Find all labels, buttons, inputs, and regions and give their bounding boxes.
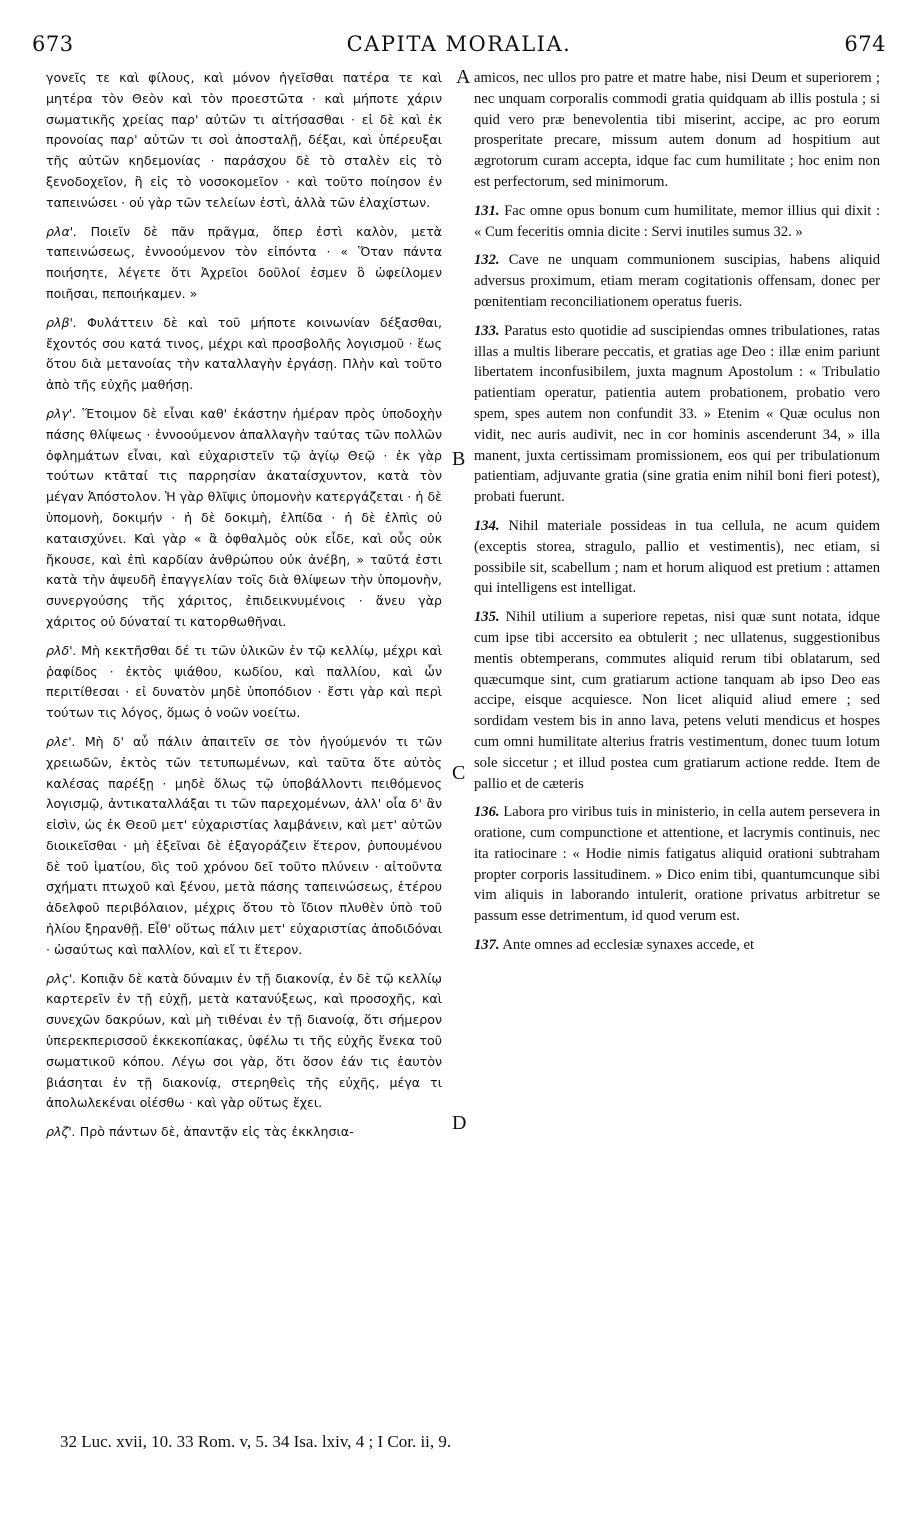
- greek-paragraph-133: [46, 404, 442, 633]
- section-marker-b: B: [452, 448, 466, 470]
- greek-chapter-number: ρλζ'.: [46, 1124, 76, 1140]
- page-header: [28, 28, 890, 62]
- greek-chapter-number: ρλβ'.: [46, 314, 77, 330]
- running-title: CAPITA MORALIA.: [346, 32, 572, 56]
- latin-chapter-number: 135.: [474, 609, 500, 626]
- greek-text: Πρὸ πάντων δὲ, ἀπαντᾷν εἰς τὰς ἐκκλησια-: [79, 1124, 354, 1140]
- latin-paragraph-135: [474, 607, 880, 794]
- latin-paragraph-137: [474, 935, 880, 956]
- greek-chapter-number: ρλδ'.: [46, 642, 77, 658]
- latin-text: Nihil utilium a superiore repetas, nisi quæ sunt notata, idque cum ipse tibi accersito ea obtulerit ; nec ullatenus, suggestionibus mentis obtemperans, commutes aliquid rerum tibi oblatarum, sed quæcumque sint, cum gratiarum actione tanquam ab ipso Deo eas accipe, eisque acquiesce. Non licet aliquid aliud emere ; sed sordidam vestem bis in anno lava, petens veluti mendicus et hospes cum omni humilitate alterius fratris vestimentum, donec tuum lotum sole siccetur ; et illud postea cum gratiarum actione redde. Item de pallio et de cæteris: [474, 609, 880, 792]
- latin-chapter-number: 133.: [474, 322, 500, 339]
- section-marker-c: C: [452, 762, 466, 784]
- greek-paragraph-132: [46, 313, 442, 396]
- greek-text: Ποιεῖν δὲ πᾶν πρᾶγμα, ὅπερ ἐστὶ καλὸν, μετὰ ταπεινώσεως, ἐννοούμενον τὸν εἰπόντα · « Ὅταν πάντα ποιήσητε, λέγετε ὅτι Ἀχρεῖοι δοῦλοί ἐσμεν ὃ ὠφείλομεν ποιῆσαι, πεποιήκαμεν. »: [46, 223, 442, 301]
- greek-text: Κοπιᾷν δὲ κατὰ δύναμιν ἐν τῇ διακονίᾳ, ἐν δὲ τῷ κελλίῳ καρτερεῖν ἐν τῇ εὐχῇ, μετὰ κατανύξεως, καὶ προσοχῆς, καὶ συνεχῶν δακρύων, καὶ μὴ τιθέναι ἐν τῇ διανοίᾳ, ὅτι σήμερον ὑπερεκπερισσοῦ ἐκκεκοπίακας, ὑφέλω τι τῆς εὐχῆς ἕνεκα τοῦ σωματικοῦ κόπου. Λέγω σοι γὰρ, ὅτι ὅσον ἐάν τις ἑαυτὸν βιάσηται ἐν τῇ διακονίᾳ, στερηθεὶς τῆς εὐχῆς, μέγα τι ἀπολωλεκέναι οἰέσθω · καὶ γὰρ οὕτως ἔχει.: [46, 970, 442, 1111]
- latin-text: Labora pro viribus tuis in ministerio, in cella autem persevera in oratione, cum compunctione et attentione, et lacrymis continuis, nec ita ratiocinare : « Hodie nimis fatigatus aliquid orationi subtraham propter corporis lassitudinem. » Dico enim tibi, quantumcunque sibi vim aliquis in laborando intulerit, oratione privatus arbitretur se passum esse detrimentum, id quod verum est.: [474, 804, 880, 925]
- latin-chapter-number: 136.: [474, 804, 500, 821]
- section-marker-a: A: [456, 66, 471, 88]
- greek-text: Μὴ δ' αὖ πάλιν ἀπαιτεῖν σε τὸν ἡγούμενόν τι τῶν χρειωδῶν, ἐκτὸς τῶν τετυπωμένων, καὶ ταῦτα ὅτε αὐτὸς καλέσας παρέξῃ · μηδὲ ὅλως τῷ ὑποβάλλοντι πειθόμενος λογισμῷ, ἀντικαταλλάξαι τι τῶν παρεχομένων, ἀλλ' οἷα δ' ἂν εἰσὶν, ὡς ἐκ Θεοῦ μετ' εὐχαριστίας λαμβάνειν, καὶ μετ' αὐτῶν διοικεῖσθαι · μὴ ἐξεῖναι δὲ ἐξαγοράζειν ἕτερον, ῥυπουμένου δὲ τοῦ ἱματίου, δὶς τοῦ χρόνου δεῖ τοῦτο πλύνειν · αἰτοῦντα σχήματι πτωχοῦ καὶ ξένου, μετὰ πάσης ταπεινώσεως, ἑτέρου ἀδελφοῦ περιβόλαιον, μέχρις ὅτου τὸ ἴδιον πλυθὲν ὑπὸ τοῦ ἡλίου ξηρανθῇ. Εἶθ' οὕτως πάλιν μετ' εὐχαριστίας ἀποδιδόναι · ὡσαύτως καὶ παλλίον, καὶ εἴ τι ἕτερον.: [46, 733, 442, 957]
- latin-chapter-number: 131.: [474, 202, 500, 219]
- greek-column: [46, 68, 442, 1151]
- greek-chapter-number: ρλε'.: [46, 733, 76, 749]
- greek-chapter-number: ρλς'.: [46, 970, 77, 986]
- greek-paragraph-136: [46, 969, 442, 1115]
- greek-paragraph-135: [46, 732, 442, 961]
- greek-paragraph-137: [46, 1122, 442, 1143]
- latin-text: Ante omnes ad ecclesiæ synaxes accede, et: [502, 937, 755, 954]
- latin-paragraph-131: [474, 201, 880, 243]
- greek-text: Φυλάττειν δὲ καὶ τοῦ μήποτε κοινωνίαν δέξασθαι, ἔχοντός σου κατά τινος, μέχρι καὶ προσβολῆς λογισμοῦ · ἕως ὅτου διὰ μετανοίας τὴν καταλλαγὴν ἐργάσῃ. Πλὴν καὶ τοῦτο ἀπὸ τῆς εὐχῆς μαθήσῃ.: [46, 314, 442, 393]
- latin-text: Paratus esto quotidie ad suscipiendas omnes tribulationes, ratas illas a multis liberare peccatis, et gratias age Deo : illæ enim pariunt libertatem inconfusibilem, juxta magnum Apostolum : « Tribulatio patientiam operatur, patientia autem probationem, probatio vero spem, spes autem non confundit 33. » Etenim « Quæ oculus non vidit, nec auris audivit, nec in cor hominis ascenderunt 34, » illa manent, juxta certissimam promissionem, eos qui per tribulationum patientiam, adjuvante gratia (sine gratia enim nihil boni fieri potest), probati fuerunt.: [474, 322, 880, 506]
- greek-paragraph-130-cont: γονεῖς τε καὶ φίλους, καὶ μόνον ἡγεῖσθαι πατέρα τε καὶ μητέρα τὸν Θεὸν καὶ τὸν προεστῶτα · καὶ μήποτε χάριν σωματικῆς χρείας παρ' αὐτῶν τι αἰτήσασθαι · εἰ δὲ καὶ ἐκ προνοίας παρ' αὐτῶν τι σοὶ ἀποσταλῇ, δέξαι, καὶ ὑπέρευξαι τῆς αὐτῶν κηδεμονίας · παράσχου δὲ τὸ σταλὲν εἰς τὸ ξενοδοχεῖον, ἢ εἰς τὸ νοσοκομεῖον · καὶ τοῦτο ποίησον ἐν ταπεινώσει · οὐ γὰρ τῶν τελείων ἐστὶ, ἀλλὰ τῶν ἐλαχίστων.: [46, 70, 442, 210]
- latin-paragraph-132: [474, 250, 880, 312]
- latin-chapter-number: 134.: [474, 517, 500, 534]
- latin-chapter-number: 137.: [474, 937, 500, 954]
- section-marker-d: D: [452, 1112, 467, 1134]
- right-page-number: 674: [844, 32, 886, 56]
- latin-text: Cave ne unquam communionem suscipias, habens aliquid adversus proximum, etiam meram cogitationis offensam, donec per pœnitentiam reconciliationem operatus fueris.: [474, 252, 880, 310]
- latin-paragraph-136: [474, 802, 880, 927]
- latin-paragraph-130-cont: amicos, nec ullos pro patre et matre habe, nisi Deum et superiorem ; nec unquam corporalis commodi gratia quidquam ab illis postula ; si quid vero præ benevolentia tibi miserint, accipe, ac pro eorum prosperitate precare, missum autem donum ad hospitium aut ægrotorum curam accepta, idque fac cum humilitate ; hoc enim non est perfectorum, sed minimorum.: [474, 70, 880, 190]
- greek-chapter-number: ρλγ'.: [46, 405, 77, 421]
- latin-paragraph-133: [474, 321, 880, 508]
- latin-column: [474, 68, 880, 964]
- greek-paragraph-131: [46, 222, 442, 305]
- latin-text: Fac omne opus bonum cum humilitate, memor illius qui dixit : « Cum feceritis omnia dicite : Servi inutiles sumus 32. »: [474, 202, 881, 240]
- greek-text: Ἕτοιμον δὲ εἶναι καθ' ἑκάστην ἡμέραν πρὸς ὑποδοχὴν πάσης θλίψεως · ἐννοούμενον ἀπαλλαγὴν ταύτας τῶν πολλῶν ὀφλημάτων εἶναι, καὶ εὐχαριστεῖν τῷ ἁγίῳ Θεῷ · ἐκ γὰρ τούτων κτᾶταί τις παρρησίαν ἀκαταίσχυντον, κατὰ τὸν μέγαν Ἀπόστολον. Ἡ γὰρ θλῖψις ὑπομονὴν κατεργάζεται · ἡ δὲ ὑπομονὴ, δοκιμήν · ἡ δὲ δοκιμὴ, ἐλπίδα · ἡ δὲ ἐλπὶς οὐ καταισχύνει. Καὶ γὰρ « ἃ ὀφθαλμὸς οὐκ εἶδε, καὶ οὖς οὐκ ἤκουσε, καὶ ἐπὶ καρδίαν ἀνθρώπου οὐκ ἀνέβη, » ταῦτά ἐστι κατὰ τὴν ἀψευδῆ ἐπαγγελίαν τοῖς διὰ θλίψεων τὴν ὑπομονὴν, συνεργούσης τῆς χάριτος, ἐπιδεικνυμένοις · ἄνευ γὰρ χάριτος οὐ δύναταί τι κατορθωθῆναι.: [46, 405, 442, 629]
- latin-text: Nihil materiale possideas in tua cellula, ne acum quidem (exceptis storea, stragulo, pallio et vestimentis), nec etiam, si possibile sit, scabellum ; nam et horum aliquod est pretium : attamen qui intelligens est intelligat.: [474, 517, 880, 597]
- left-page-number: 673: [32, 32, 74, 56]
- greek-text: Μὴ κεκτῆσθαι δέ τι τῶν ὑλικῶν ἐν τῷ κελλίῳ, μέχρι καὶ ῥαφίδος · ἐκτὸς ψιάθου, κωδίου, καὶ παλλίου, καὶ ὧν περιτίθεσαι · εἰ δυνατὸν μηδὲ ὑποπόδιον · ἔστι γὰρ καὶ περὶ τούτων τις λόγος, ὅμως ὁ νοῶν νοείτω.: [46, 642, 442, 721]
- greek-chapter-number: ρλα'.: [46, 223, 78, 239]
- footnotes: 32 Luc. xvii, 10. 33 Rom. v, 5. 34 Isa. lxiv, 4 ; I Cor. ii, 9.: [60, 1432, 452, 1451]
- latin-paragraph-134: [474, 516, 880, 599]
- latin-chapter-number: 132.: [474, 252, 500, 269]
- greek-paragraph-134: [46, 641, 442, 724]
